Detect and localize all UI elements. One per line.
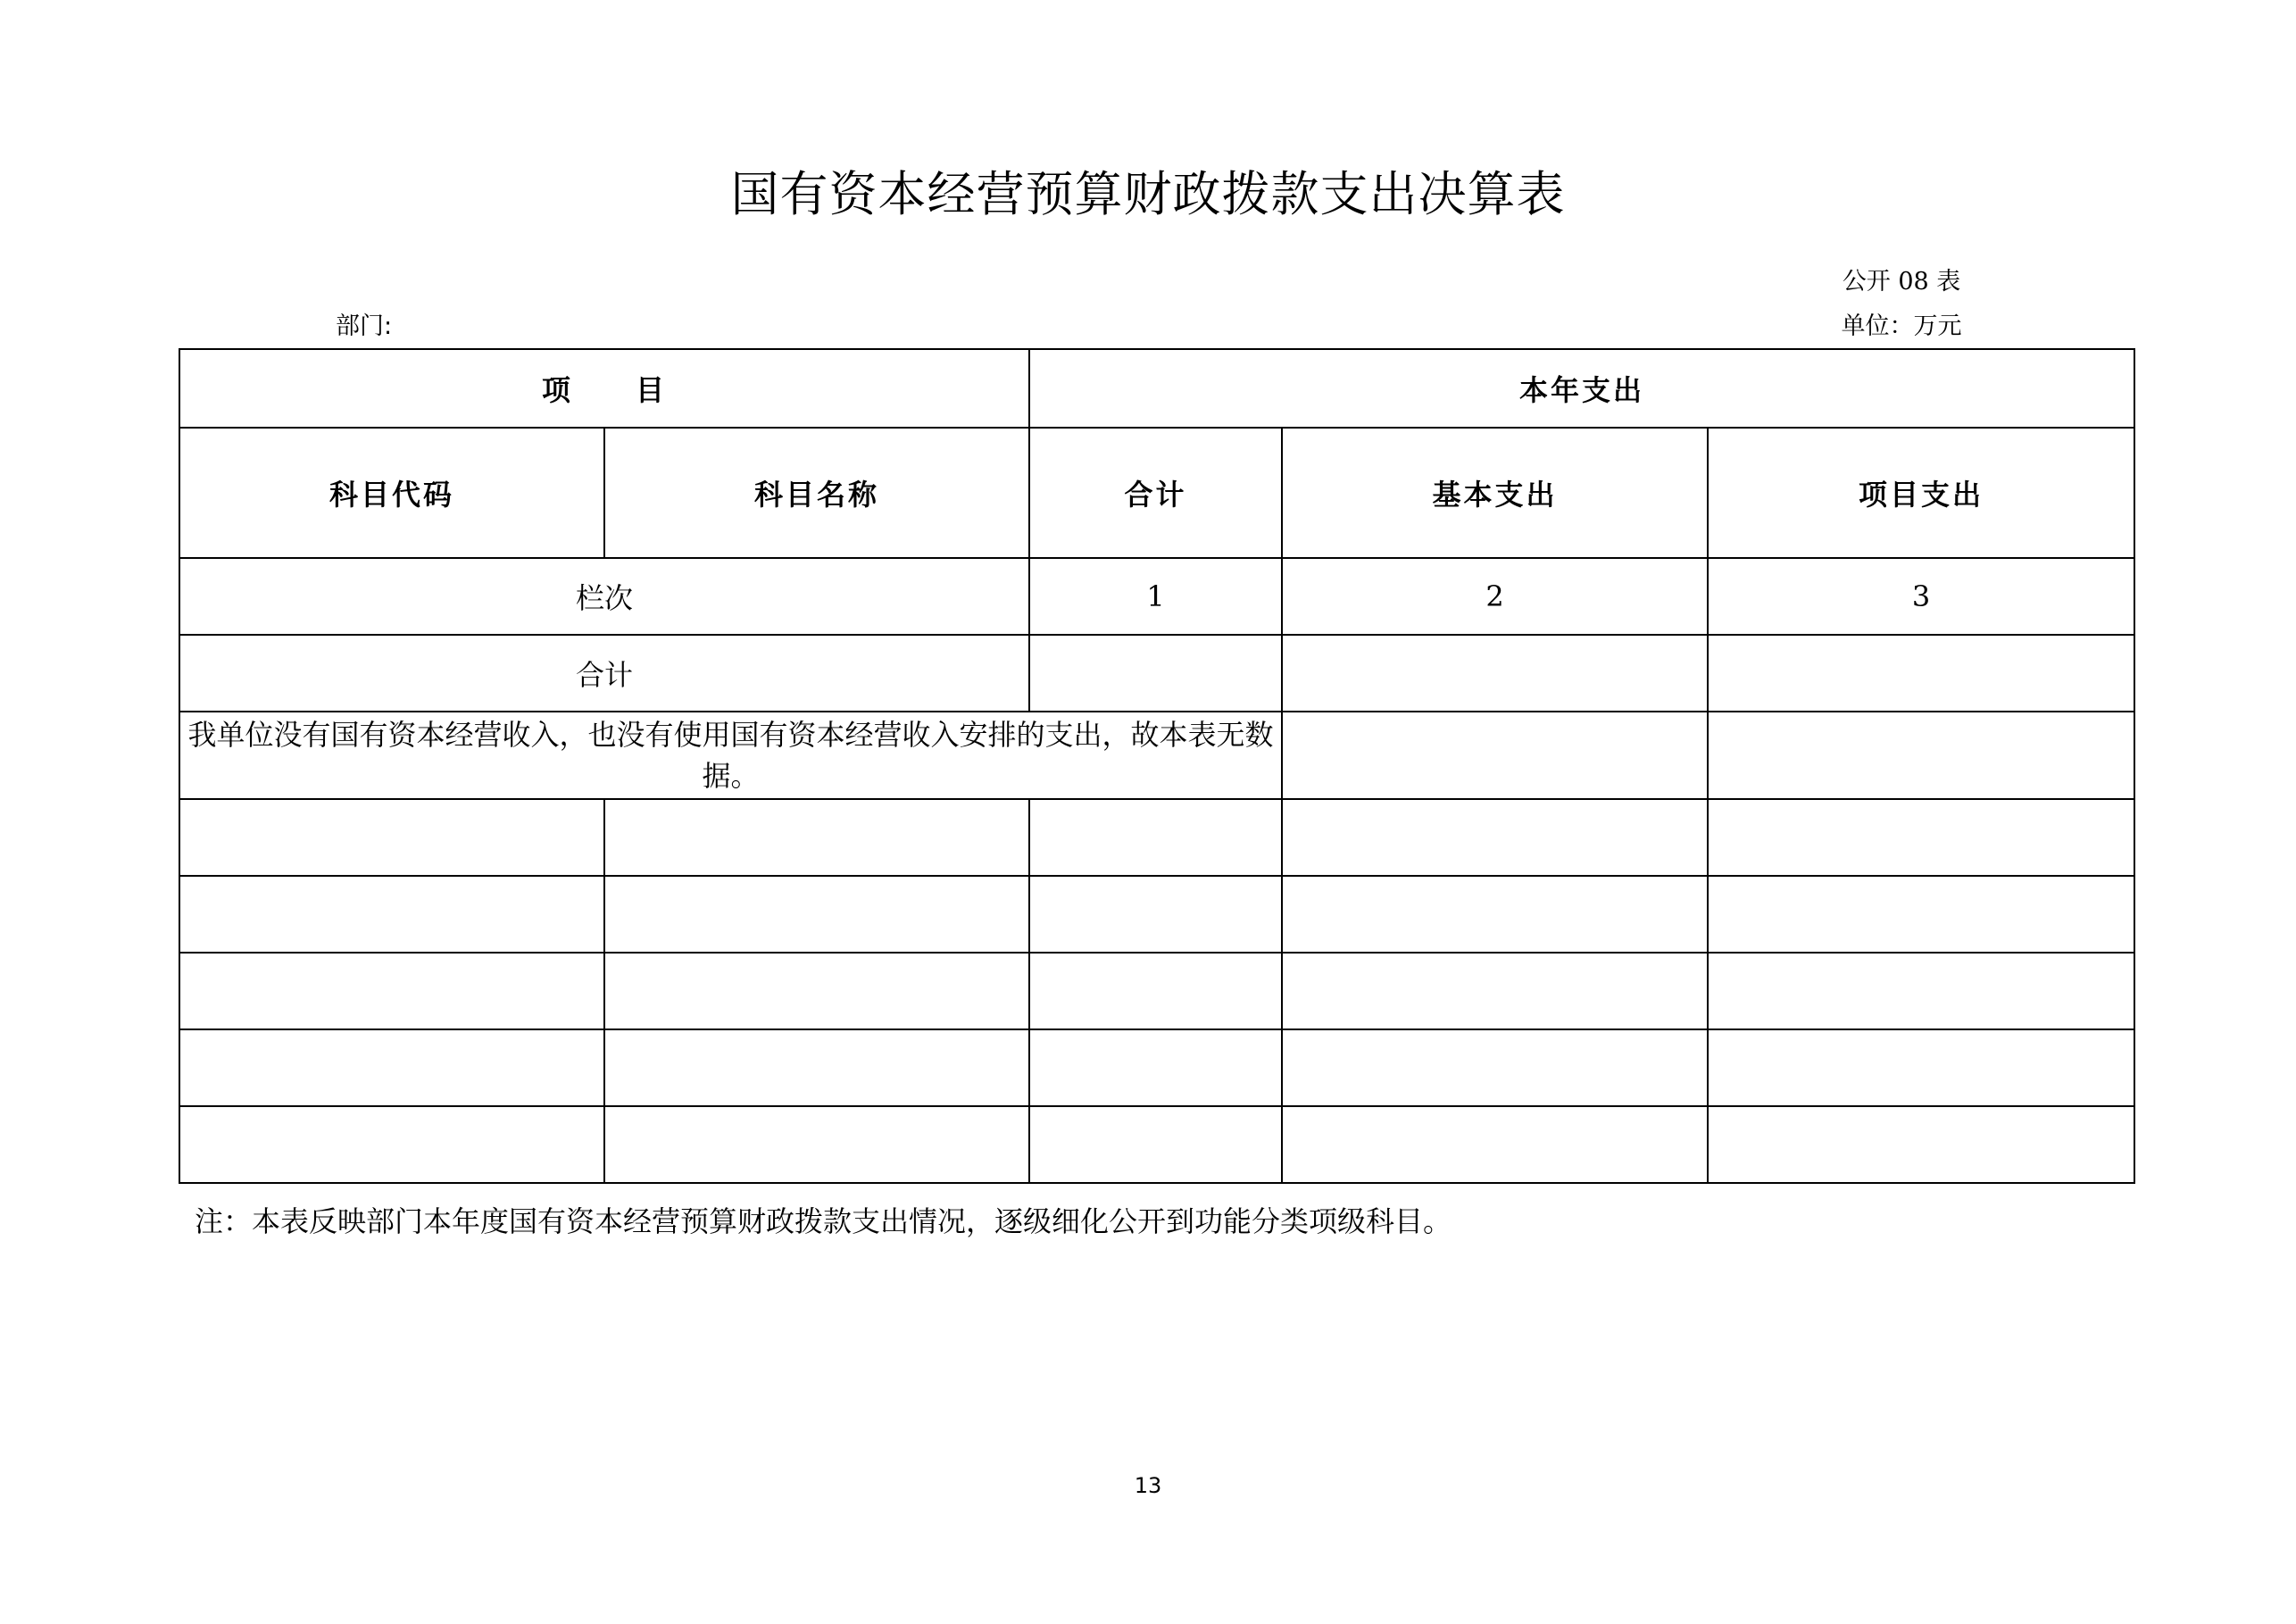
unit-label: 单位：万元 [1841, 312, 1962, 340]
note-basic-cell [1282, 712, 1708, 799]
col-header-basic: 基本支出 [1282, 428, 1708, 558]
table-cell [179, 799, 604, 876]
header-current-year: 本年支出 [1029, 349, 2134, 428]
col-header-name: 科目名称 [604, 428, 1029, 558]
total-row [179, 635, 2134, 712]
table-row [179, 1106, 2134, 1183]
table-cell [1029, 953, 1282, 1029]
table-cell [1282, 1106, 1708, 1183]
table-cell [1708, 953, 2134, 1029]
column-index-3: 3 [1708, 558, 2134, 635]
col-header-code: 科目代码 [179, 428, 604, 558]
table-cell [179, 1029, 604, 1106]
table-cell [604, 953, 1029, 1029]
table-row [179, 799, 2134, 876]
table-cell [179, 1106, 604, 1183]
total-project-cell [1708, 635, 2134, 712]
no-data-note: 我单位没有国有资本经营收入，也没有使用国有资本经营收入安排的支出，故本表无数据。 [179, 712, 1282, 799]
col-header-total: 合计 [1029, 428, 1282, 558]
table-cell [604, 1029, 1029, 1106]
table-cell [1708, 799, 2134, 876]
column-index-2: 2 [1282, 558, 1708, 635]
total-cell [1029, 635, 1282, 712]
total-basic-cell [1282, 635, 1708, 712]
table-cell [1029, 876, 1282, 953]
table-cell [1708, 1106, 2134, 1183]
footnote: 注：本表反映部门本年度国有资本经营预算财政拨款支出情况，逐级细化公开到功能分类项级科目。 [195, 1204, 1452, 1238]
form-code: 公开 08 表 [1842, 268, 1961, 296]
table-cell [1029, 799, 1282, 876]
column-index-label: 栏次 [179, 558, 1029, 635]
header-row-1 [179, 349, 2134, 428]
column-index-1: 1 [1029, 558, 1282, 635]
table-row [179, 1029, 2134, 1106]
table-cell [604, 799, 1029, 876]
expenditure-table [179, 348, 2135, 1184]
header-project: 项 目 [179, 349, 1029, 428]
table-cell [1708, 1029, 2134, 1106]
column-index-row [179, 558, 2134, 635]
table-cell [1029, 1029, 1282, 1106]
table-cell [1029, 1106, 1282, 1183]
col-header-project: 项目支出 [1708, 428, 2134, 558]
table-cell [1282, 876, 1708, 953]
department-label: 部门: [336, 312, 393, 340]
table-cell [179, 876, 604, 953]
table-cell [179, 953, 604, 1029]
total-label: 合计 [179, 635, 1029, 712]
header-row-2 [179, 428, 2134, 558]
table-cell [1282, 953, 1708, 1029]
table-cell [1282, 1029, 1708, 1106]
page-number: 13 [1134, 1473, 1162, 1498]
table-row [179, 876, 2134, 953]
note-project-cell [1708, 712, 2134, 799]
page-title: 国有资本经营预算财政拨款支出决算表 [730, 166, 1566, 222]
table-row [179, 953, 2134, 1029]
table-cell [1282, 799, 1708, 876]
table-cell [604, 1106, 1029, 1183]
table-cell [1708, 876, 2134, 953]
table-cell [604, 876, 1029, 953]
note-row [179, 712, 2134, 799]
